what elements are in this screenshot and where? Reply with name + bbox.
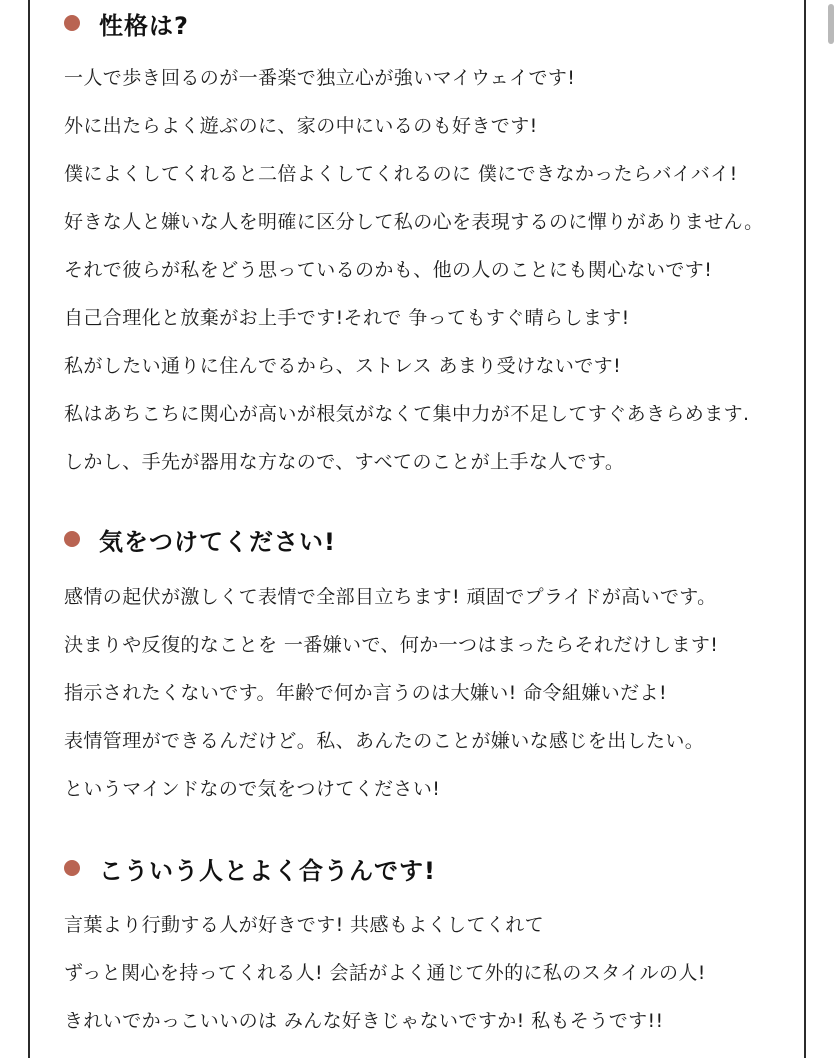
text-line: 言葉より行動する人が好きです! 共感もよくしてくれて	[64, 914, 545, 936]
paragraph-lines	[64, 585, 804, 801]
scrollbar-thumb[interactable]	[828, 4, 834, 44]
section-heading	[64, 519, 804, 559]
bullet-dot-icon	[64, 860, 80, 876]
text-line: きれいでかっこいいのは みんな好きじゃないですか! 私もそうです!!	[64, 1010, 664, 1032]
section-heading	[64, 3, 804, 43]
text-line: 私がしたい通りに住んでるから、ストレス あまり受けないです!	[64, 355, 622, 377]
text-line: 指示されたくないです。年齢で何か言うのは大嫌い! 命令組嫌いだよ!	[64, 682, 667, 704]
bullet-dot-icon	[64, 531, 80, 547]
section-heading	[64, 848, 804, 888]
text-line: 表情管理ができるんだけど。私、あんたのことが嫌いな感じを出したい。	[64, 730, 705, 752]
text-line: 外に出たらよく遊ぶのに、家の中にいるのも好きです!	[64, 115, 538, 137]
paragraph-lines	[64, 66, 804, 474]
section-personality	[64, 3, 804, 474]
paragraph-lines	[64, 913, 804, 1033]
text-line: しかし、手先が器用な方なので、すべてのことが上手な人です。	[64, 451, 625, 473]
section-compatibility	[64, 848, 804, 1033]
bullet-dot-icon	[64, 15, 80, 31]
text-line: 一人で歩き回るのが一番楽で独立心が強いマイウェイです!	[64, 67, 576, 89]
section-caution	[64, 519, 804, 801]
section-title: こういう人とよく合うんです!	[99, 856, 436, 885]
text-line: というマインドなので気をつけてください!	[64, 778, 441, 800]
text-line: 私はあちこちに関心が高いが根気がなくて集中力が不足してすぐあきらめます.	[64, 403, 750, 425]
section-title: 気をつけてください!	[99, 527, 336, 556]
text-line: 僕によくしてくれると二倍よくしてくれるのに 僕にできなかったらバイバイ!	[64, 163, 738, 185]
text-line: それで彼らが私をどう思っているのかも、他の人のことにも関心ないです!	[64, 259, 713, 281]
section-title: 性格は?	[99, 11, 189, 40]
text-line: 自己合理化と放棄がお上手です!それで 争ってもすぐ晴らします!	[64, 307, 630, 329]
text-line: 感情の起伏が激しくて表情で全部目立ちます! 頑固でプライドが高いです。	[64, 586, 717, 608]
text-line: 決まりや反復的なことを 一番嫌いで、何か一つはまったらそれだけします!	[64, 634, 719, 656]
text-line: ずっと関心を持ってくれる人! 会話がよく通じて外的に私のスタイルの人!	[64, 962, 706, 984]
text-line: 好きな人と嫌いな人を明確に区分して私の心を表現するのに憚りがありません。	[64, 211, 764, 233]
